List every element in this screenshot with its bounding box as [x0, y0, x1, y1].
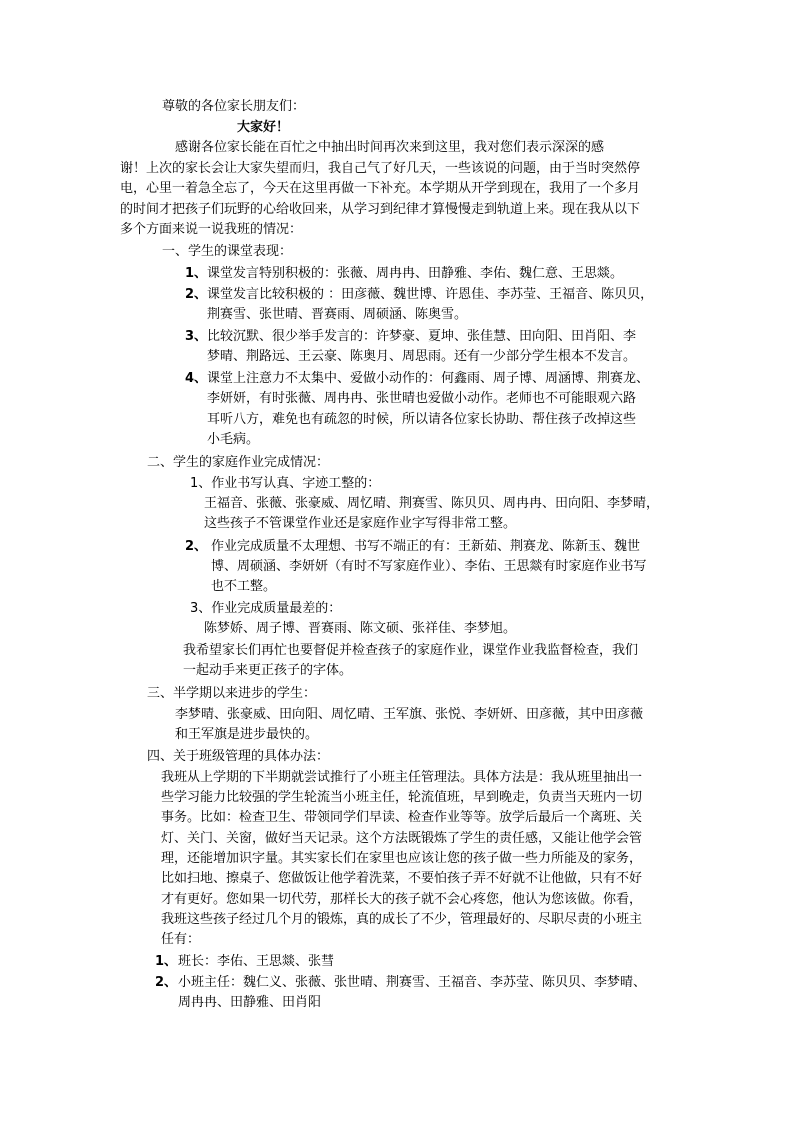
item-text: 小班主任：魏仁义、张薇、张世晴、荆赛雪、王福音、李苏莹、陈贝贝、李梦晴、 — [178, 975, 647, 990]
paragraph-line: 我班这些孩子经过几个月的锻炼，真的成长了不少，管理最好的、尽职尽责的小班主 — [161, 912, 643, 927]
item-text: 课堂发言比较积极的 ：田彦薇、魏世博、许恩佳、李苏莹、王福音、陈贝贝， — [207, 287, 654, 302]
item-text: 比较沉默、很少举手发言的：许梦豪、夏坤、张佳慧、田向阳、田肖阳、李 — [207, 329, 637, 344]
item-number: 1、 — [155, 954, 178, 969]
paragraph-line: 才有更好。您如果一切代劳，那样长大的孩子就不会心疼您，他认为您该做。你看， — [161, 892, 643, 907]
item-number: 2、 — [185, 539, 208, 554]
item-text: 荆赛雪、张世晴、晋赛雨、周硕涵、陈奥雪。 — [207, 307, 468, 322]
intro-line: 谢！上次的家长会让大家失望而归，我自己气了好几天，一些该说的问题，由于当时突然停 — [120, 161, 641, 176]
item-text: 小毛病。 — [207, 432, 260, 447]
item-text: 耳听八方，难免也有疏忽的时候，所以请各位家长协助、帮住孩子改掉这些 — [207, 412, 637, 427]
intro-line: 的时间才把孩子们玩野的心给收回来，从学习到纪律才算慢慢走到轨道上来。现在我从以下 — [120, 202, 641, 217]
paragraph-line: 李梦晴、张豪威、田向阳、周忆晴、王军旗、张悦、李妍妍、田彦薇，其中田彦薇 — [175, 707, 644, 722]
hello-line: 大家好！ — [237, 120, 290, 135]
item-number: 2、 — [185, 287, 208, 302]
intro-line: 电，心里一着急全忘了，今天在这里再做一下补充。本学期从开学到现在，我用了一个多月 — [120, 181, 641, 196]
item-text: 周冉冉、田静雅、田肖阳 — [178, 995, 322, 1010]
item-text: 陈梦娇、周子博、晋赛雨、陈文硕、张祥佳、李梦旭。 — [204, 621, 517, 636]
item-heading: 1、作业书写认真、字迹工整的： — [190, 476, 381, 491]
item-text: 梦晴、荆路远、王云豪、陈奥月、周思雨。还有一少部分学生根本不发言。 — [207, 349, 637, 364]
paragraph-line: 任有： — [161, 932, 201, 947]
item-text: 课堂上注意力不太集中、爱做小动作的：何鑫雨、周子博、周涵博、荆赛龙、 — [207, 371, 650, 386]
item-heading: 3、作业完成质量最差的： — [190, 601, 342, 616]
paragraph-line: 些学习能力比较强的学生轮流当小班主任，轮流值班，早到晚走，负责当天班内一切 — [161, 790, 643, 805]
item-text: 李妍妍，有时张薇、周冉冉、张世晴也爱做小动作。老师也不可能眼观六路 — [207, 391, 637, 406]
item-text: 也不工整。 — [211, 579, 277, 594]
item-text: 课堂发言特别积极的：张薇、周冉冉、田静雅、李佑、魏仁意、王思燚。 — [207, 266, 624, 281]
item-text: 班长：李佑、王思燚、张彗 — [178, 954, 335, 969]
paragraph-line: 理，还能增加识字量。其实家长们在家里也应该让您的孩子做一些力所能及的家务， — [161, 851, 643, 866]
section2-title: 二、学生的家庭作业完成情况： — [147, 455, 330, 470]
item-text: 王福音、张薇、张豪威、周忆晴、荆赛雪、陈贝贝、周冉冉、田向阳、李梦晴， — [204, 496, 660, 511]
item-text: 这些孩子不管课堂作业还是家庭作业字写得非常工整。 — [204, 516, 517, 531]
paragraph-line: 灯、关门、关窗，做好当天记录。这个方法既锻炼了学生的责任感，又能让他学会管 — [161, 831, 643, 846]
paragraph-line: 和王军旗是进步最快的。 — [175, 727, 319, 742]
intro-line: 多个方面来说一说我班的情况： — [120, 222, 303, 237]
item-number: 4、 — [185, 371, 208, 386]
paragraph-line: 比如扫地、擦桌子、您做饭让他学着洗菜，不要怕孩子弄不好就不让他做，只有不好 — [161, 871, 643, 886]
paragraph-line: 我班从上学期的下半期就尝试推行了小班主任管理法。具体方法是：我从班里抽出一 — [161, 770, 643, 785]
item-number: 1、 — [185, 266, 208, 281]
item-text: 博、周硕涵、李妍妍（有时不写家庭作业）、李佑、王思燚有时家庭作业书写 — [211, 559, 647, 574]
section1-title: 一、学生的课堂表现： — [162, 244, 293, 259]
item-number: 3、 — [185, 329, 208, 344]
greeting: 尊敬的各位家长朋友们： — [162, 99, 306, 114]
item-text: 作业完成质量不太理想、书写不端正的有：王新茹、荆赛龙、陈新玉、魏世 — [211, 539, 641, 554]
section3-title: 三、半学期以来进步的学生： — [147, 686, 317, 701]
paragraph-line: 事务。比如：检查卫生、带领同学们早读、检查作业等等。放学后最后一个离班、关 — [161, 810, 643, 825]
intro-line: 感谢各位家长能在百忙之中抽出时间再次来到这里，我对您们表示深深的感 — [175, 140, 605, 155]
paragraph-line: 我希望家长们再忙也要督促并检查孩子的家庭作业，课堂作业我监督检查，我们 — [183, 643, 639, 658]
item-number: 2、 — [155, 975, 178, 990]
section4-title: 四、关于班级管理的具体办法： — [147, 749, 330, 764]
paragraph-line: 一起动手来更正孩子的字体。 — [183, 663, 353, 678]
